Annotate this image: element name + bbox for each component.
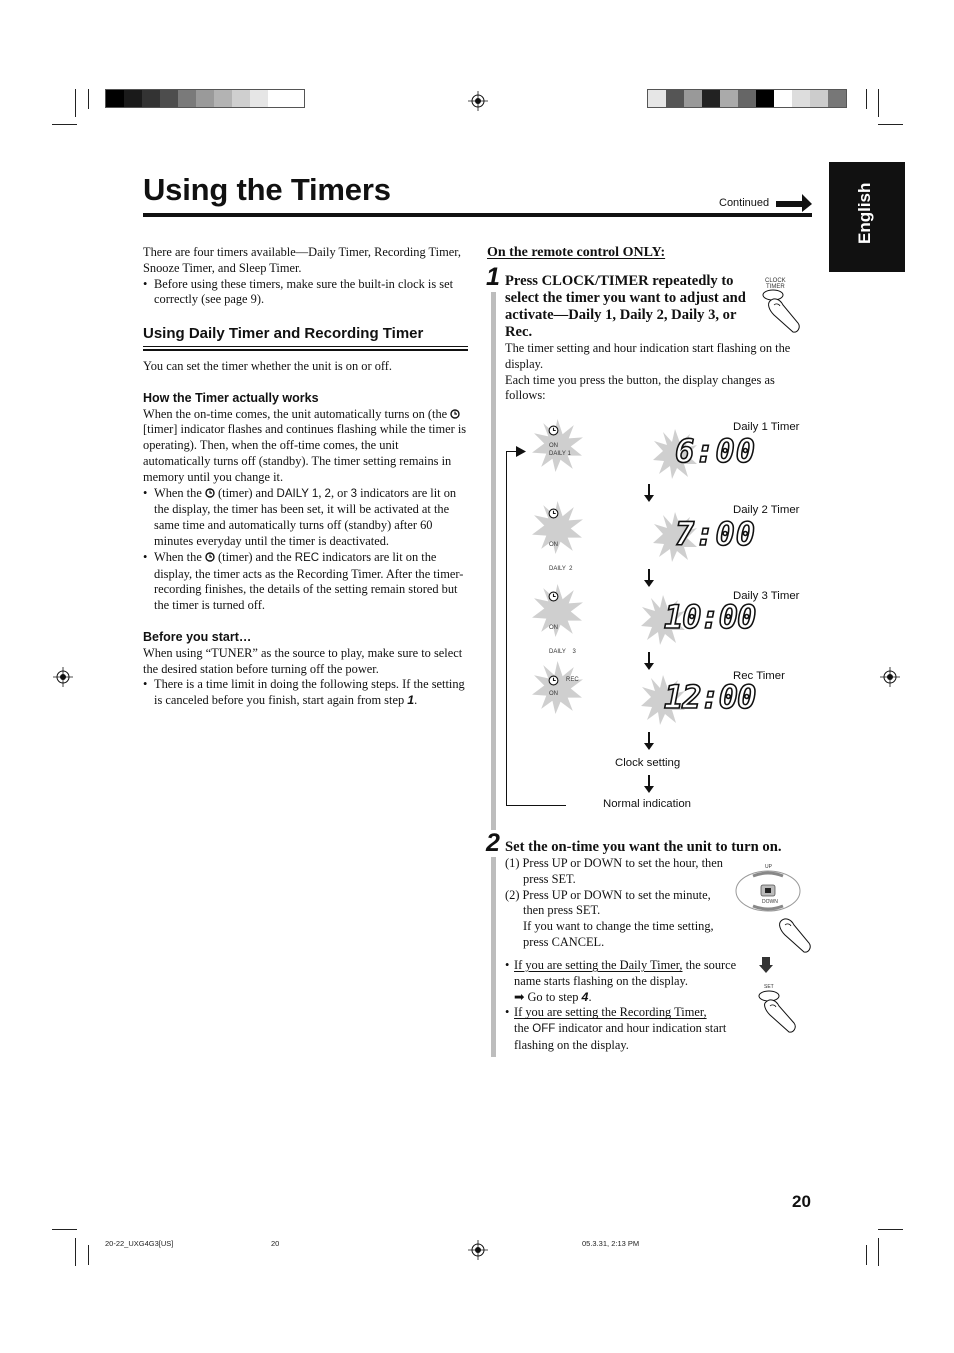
crop-mark xyxy=(75,1238,76,1266)
sequence-arrow-icon xyxy=(648,569,650,581)
continued-arrow-icon xyxy=(776,192,812,212)
section-intro: You can set the timer whether the unit is on or off. xyxy=(143,358,393,373)
indicator-starburst-icon xyxy=(530,660,585,715)
how-heading: How the Timer actually works xyxy=(143,390,319,405)
normal-indication-label: Normal indication xyxy=(603,798,691,810)
before-heading: Before you start… xyxy=(143,629,252,644)
up-label: UP xyxy=(765,864,772,870)
crop-mark xyxy=(866,89,867,109)
section-heading: Using Daily Timer and Recording Timer xyxy=(143,325,424,343)
display-label-daily2: Daily 2 Timer xyxy=(733,504,800,516)
crop-mark xyxy=(52,124,77,125)
how-paragraph: When the on-time comes, the unit automatically turns on (the [timer] indicator flashes and continues flashing while the timer is operating). Then, when the off-time comes, the unit automatically turns off (standby). The timer setting remains in memory until you change it. xyxy=(143,406,467,484)
continued-label: Continued xyxy=(719,197,770,209)
crop-mark xyxy=(52,1229,77,1230)
footer-date: 05.3.31, 2:13 PM xyxy=(582,1239,640,1248)
note-daily-timer: • If you are setting the Daily Timer, the source name starts flashing on the display. ➡ Go to step 4. xyxy=(505,958,745,1005)
registration-target-icon xyxy=(880,667,900,687)
clock-timer-button-press-icon xyxy=(760,289,806,335)
step1-sidebar xyxy=(491,292,496,830)
registration-target-icon xyxy=(468,91,488,111)
step2-notes xyxy=(505,958,745,1054)
down-arrow-icon xyxy=(759,957,773,973)
note-recording-timer: • If you are setting the Recording Timer, the OFF indicator and hour indication start flashing on the display. xyxy=(505,1005,745,1053)
step2-sidebar xyxy=(491,857,496,1057)
page-number: 20 xyxy=(792,1192,811,1211)
clock-timer-button-label: CLOCK TIMER xyxy=(765,278,786,290)
language-tab xyxy=(829,162,905,272)
cursor-pad-press-icon xyxy=(733,869,813,955)
indicator-text-on: ON xyxy=(549,691,558,697)
title-rule xyxy=(143,213,812,217)
crop-mark xyxy=(878,124,903,125)
color-registration-bar-left xyxy=(105,89,305,108)
crop-mark xyxy=(88,1245,89,1265)
display-label-daily3: Daily 3 Timer xyxy=(733,590,800,602)
section-rule xyxy=(143,349,468,351)
set-button-label: SET xyxy=(764,984,774,990)
sequence-arrow-icon xyxy=(648,732,650,744)
down-label: DOWN xyxy=(762,899,778,905)
intro-bullet: • Before using these timers, make sure the built-in clock is set correctly (see page 9). xyxy=(143,277,468,309)
step1-number: 1 xyxy=(486,263,500,291)
indicator-text-rec: REC xyxy=(566,677,579,683)
footer-page: 20 xyxy=(271,1239,280,1248)
before-paragraph: When using “TUNER” as the source to play, make sure to select the desired station before turning off the power. xyxy=(143,645,463,676)
before-bullet: • There is a time limit in doing the following steps. If the setting is canceled before you finish, start again from step 1. xyxy=(143,677,468,709)
sequence-arrow-icon xyxy=(648,484,650,496)
page-title: Using the Timers xyxy=(143,172,391,207)
left-column xyxy=(143,245,468,709)
crop-mark xyxy=(866,1245,867,1265)
section-rule xyxy=(143,346,468,347)
step2-heading: Set the on-time you want the unit to turn on. xyxy=(505,839,782,855)
sequence-arrow-icon xyxy=(648,775,650,787)
crop-mark xyxy=(878,1238,879,1266)
timer-clock-icon xyxy=(205,552,215,562)
crop-mark xyxy=(878,1229,903,1230)
sequence-arrow-icon xyxy=(648,652,650,664)
timer-clock-icon xyxy=(548,508,559,519)
display-time-daily1: 6:00 xyxy=(675,432,757,470)
registration-target-icon xyxy=(468,1240,488,1260)
how-bullet-daily: • When the (timer) and DAILY 1, 2, or 3 indicators are lit on the display, the timer has been set, it will be activated at the same time and automatically turns off (standby) after 60 minutes everyday until the timer is deactivated. xyxy=(143,486,468,550)
registration-target-icon xyxy=(53,667,73,687)
crop-mark xyxy=(878,89,879,117)
step1-text: The timer setting and hour indication start flashing on the display. Each time you press the button, the display changes as follows: xyxy=(505,341,791,403)
crop-mark xyxy=(75,89,76,117)
timer-clock-icon xyxy=(205,488,215,498)
crop-mark xyxy=(88,89,89,109)
display-label-rec: Rec Timer xyxy=(733,670,785,682)
clock-setting-label: Clock setting xyxy=(615,757,681,769)
display-time-rec: 12:00 xyxy=(664,678,756,716)
loop-line xyxy=(506,805,566,806)
indicator-text: ON DAILY 1 xyxy=(549,443,571,457)
step2-number: 2 xyxy=(486,829,500,857)
intro-paragraph: There are four timers available—Daily Timer, Recording Timer, Snooze Timer, and Sleep Timer. xyxy=(143,245,461,275)
timer-clock-icon xyxy=(548,675,559,686)
step2-instructions: (1) Press UP or DOWN to set the hour, then press SET. (2) Press UP or DOWN to set the minute, then press SET. If you want to change the time setting, press CANCEL. xyxy=(505,856,723,949)
set-button-press-icon xyxy=(757,990,801,1034)
loop-arrow-icon xyxy=(516,446,526,457)
timer-clock-icon xyxy=(548,591,559,602)
language-tab-label: English xyxy=(855,182,874,244)
display-time-daily3: 10:00 xyxy=(664,598,756,636)
how-bullet-rec: • When the (timer) and the REC indicators are lit on the display, the timer acts as the Recording Timer. After the timer-recording finishes, the details of the setting remain stored but the timer is turned off. xyxy=(143,550,468,614)
timer-clock-icon xyxy=(450,409,460,419)
indicator-text: ON DAILY 2 xyxy=(549,542,573,572)
color-registration-bar-right xyxy=(647,89,847,108)
display-label-daily1: Daily 1 Timer xyxy=(733,421,800,433)
loop-line xyxy=(506,451,507,806)
remote-heading: On the remote control ONLY: xyxy=(487,245,666,260)
step1-heading: Press CLOCK/TIMER repeatedly to select the timer you want to adjust and activate—Daily 1, Daily 2, Daily 3, or Rec. xyxy=(505,273,746,340)
display-time-daily2: 7:00 xyxy=(675,515,757,553)
indicator-text: ON DAILY 3 xyxy=(549,625,576,655)
footer-file: 20-22_UXG4G3[US] xyxy=(105,1239,174,1248)
timer-clock-icon xyxy=(548,425,559,436)
